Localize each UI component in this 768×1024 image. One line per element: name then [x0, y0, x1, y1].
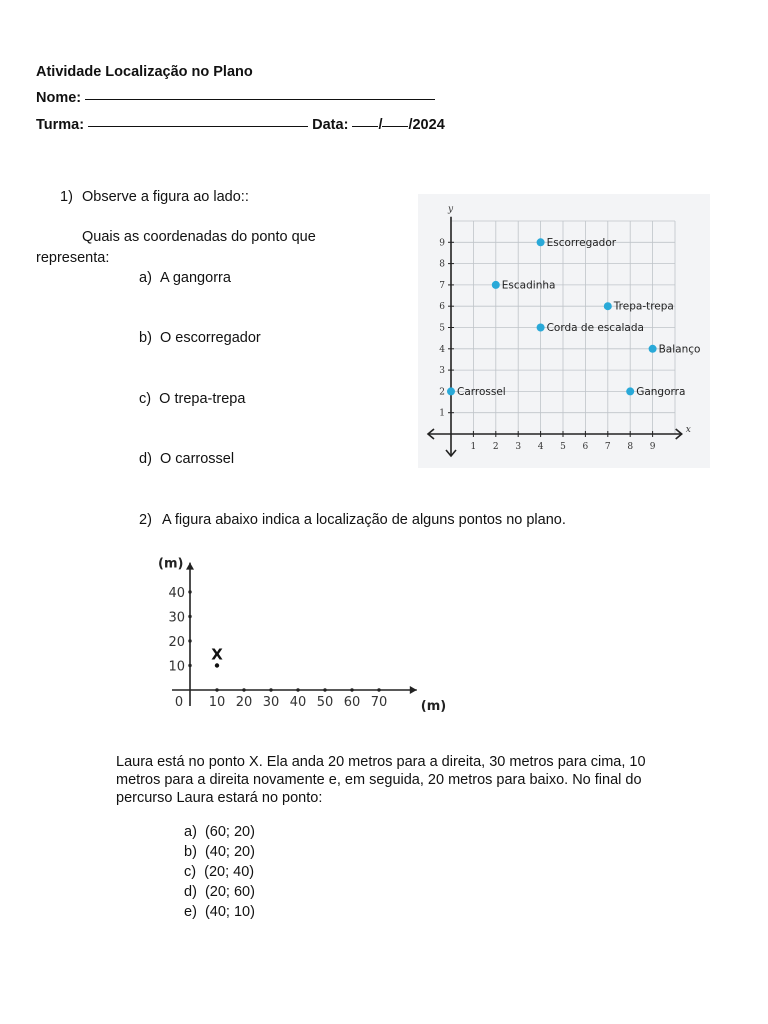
- option-letter: b): [139, 330, 152, 346]
- y-tick: [188, 639, 191, 642]
- x-tick-label: 6: [582, 442, 589, 452]
- data-point: [215, 663, 219, 667]
- x-tick: [269, 688, 272, 691]
- data-point: [492, 281, 500, 289]
- y-tick-label: 9: [439, 238, 445, 249]
- option-letter: c): [139, 391, 152, 407]
- y-tick-label: 7: [439, 280, 445, 291]
- point-label: X: [211, 645, 223, 664]
- x-tick-label: 3: [515, 442, 522, 452]
- y-tick-label: 6: [439, 302, 445, 313]
- option-text: (20; 40): [204, 864, 255, 880]
- option-text: A gangorra: [159, 270, 231, 286]
- x-tick-label: 2: [492, 442, 499, 452]
- name-field[interactable]: [85, 99, 435, 100]
- y-tick-label: 1: [439, 408, 445, 419]
- option-letter: d): [184, 884, 197, 900]
- page-title: Atividade Localização no Plano: [36, 64, 253, 80]
- q2-text-line1: Laura está no ponto X. Ela anda 20 metros para a direita, 30 metros para cima, 10: [116, 754, 646, 770]
- point-label: Escorregador: [546, 236, 617, 249]
- y-tick-label: 3: [439, 366, 445, 377]
- x-tick-label: 40: [289, 695, 307, 710]
- q2-option-c: [184, 864, 254, 880]
- y-tick-label: 30: [168, 610, 185, 626]
- option-text: O escorregador: [159, 330, 261, 346]
- y-tick-label: 5: [439, 323, 445, 334]
- q2-text-line2: metros para a direita novamente e, em seguida, 20 metros para baixo. No final do: [116, 772, 642, 788]
- point-label: Trepa-trepa: [613, 300, 674, 313]
- point-label: Gangorra: [636, 385, 686, 398]
- q2-text-line3: percurso Laura estará no ponto:: [116, 790, 323, 806]
- y-tick-label: 2: [439, 387, 445, 398]
- q2-number: 2): [139, 512, 152, 528]
- x-axis-label: (m): [420, 699, 447, 714]
- x-tick-label: 60: [343, 695, 361, 710]
- option-letter: b): [184, 844, 197, 860]
- y-tick: [188, 615, 191, 618]
- y-axis-arrow: [186, 563, 194, 570]
- x-tick-label: 70: [370, 695, 388, 710]
- class-label: Turma:: [36, 117, 85, 133]
- y-axis-label: y: [448, 204, 454, 215]
- y-axis-label: (m): [158, 556, 184, 572]
- y-tick-label: 20: [168, 635, 185, 650]
- x-tick: [377, 688, 380, 691]
- data-point: [537, 324, 545, 332]
- x-axis-arrow: [410, 686, 417, 694]
- y-tick-label: 40: [168, 586, 185, 601]
- q1-option-b: [139, 330, 261, 346]
- x-tick: [296, 688, 299, 691]
- x-tick-label: 10: [208, 695, 226, 710]
- data-point: [604, 302, 612, 310]
- q2-option-e: [184, 904, 255, 920]
- x-axis-label: x: [685, 425, 691, 435]
- x-tick-label: 30: [262, 695, 280, 710]
- q1-option-a: [139, 270, 231, 286]
- point-label: Balanço: [658, 343, 701, 356]
- option-text: (20; 60): [204, 884, 255, 900]
- playground-chart: [418, 194, 710, 468]
- x-tick-label: 5: [560, 442, 566, 452]
- q2-option-d: [184, 884, 255, 900]
- point-label: Carrossel: [457, 385, 506, 398]
- x-tick-label: 7: [604, 442, 611, 452]
- q1-question-line2: representa:: [36, 250, 110, 266]
- x-tick-label: 50: [316, 695, 334, 710]
- q2-option-a: [184, 824, 255, 840]
- x-tick-label: 8: [627, 442, 634, 452]
- y-tick: [188, 664, 191, 667]
- y-tick-label: 8: [439, 259, 445, 270]
- q1-prompt: Observe a figura ao lado::: [82, 189, 249, 205]
- q1-question-line1: Quais as coordenadas do ponto que: [82, 229, 316, 245]
- x-tick: [242, 688, 245, 691]
- meters-chart: [148, 552, 447, 724]
- option-text: (60; 20): [204, 824, 255, 840]
- data-point: [537, 238, 545, 246]
- option-text: O carrossel: [159, 451, 235, 467]
- meters-chart-svg: [148, 552, 447, 724]
- option-text: (40; 20): [204, 844, 255, 860]
- option-letter: a): [184, 824, 197, 840]
- x-tick-label: 20: [235, 695, 253, 710]
- option-letter: d): [139, 451, 152, 467]
- point-label: Corda de escalada: [546, 322, 644, 334]
- option-text: O trepa-trepa: [159, 391, 246, 407]
- option-letter: c): [184, 864, 197, 880]
- name-label: Nome:: [36, 90, 82, 106]
- y-tick-label: 10: [168, 659, 185, 675]
- name-line: [36, 90, 435, 106]
- y-tick-label: 4: [439, 344, 445, 355]
- date-year: /2024: [408, 117, 445, 133]
- x-tick: [215, 688, 218, 691]
- x-tick: [350, 688, 353, 691]
- date-day-field[interactable]: [352, 126, 378, 127]
- option-letter: e): [184, 904, 197, 920]
- y-tick: [188, 590, 191, 593]
- q2-option-b: [184, 844, 255, 860]
- option-text: (40; 10): [204, 904, 255, 920]
- data-point: [649, 345, 657, 353]
- x-tick-label: 9: [649, 442, 656, 452]
- class-field[interactable]: [88, 126, 308, 127]
- class-date-line: [36, 117, 445, 133]
- q1-option-d: [139, 451, 234, 467]
- origin-label: 0: [174, 695, 184, 710]
- date-label: Data:: [312, 117, 349, 133]
- q1-option-c: [139, 391, 245, 407]
- q2-prompt: A figura abaixo indica a localização de alguns pontos no plano.: [162, 512, 566, 528]
- option-letter: a): [139, 270, 152, 286]
- playground-chart-svg: [418, 194, 710, 468]
- point-label: Escadinha: [501, 279, 556, 292]
- q1-number: 1): [60, 189, 73, 205]
- data-point: [626, 387, 634, 395]
- data-point: [447, 387, 455, 395]
- x-tick-label: 4: [537, 442, 544, 452]
- x-tick: [323, 688, 326, 691]
- x-tick-label: 1: [470, 442, 477, 452]
- date-month-field[interactable]: [382, 126, 408, 127]
- date-sep: /: [378, 117, 383, 133]
